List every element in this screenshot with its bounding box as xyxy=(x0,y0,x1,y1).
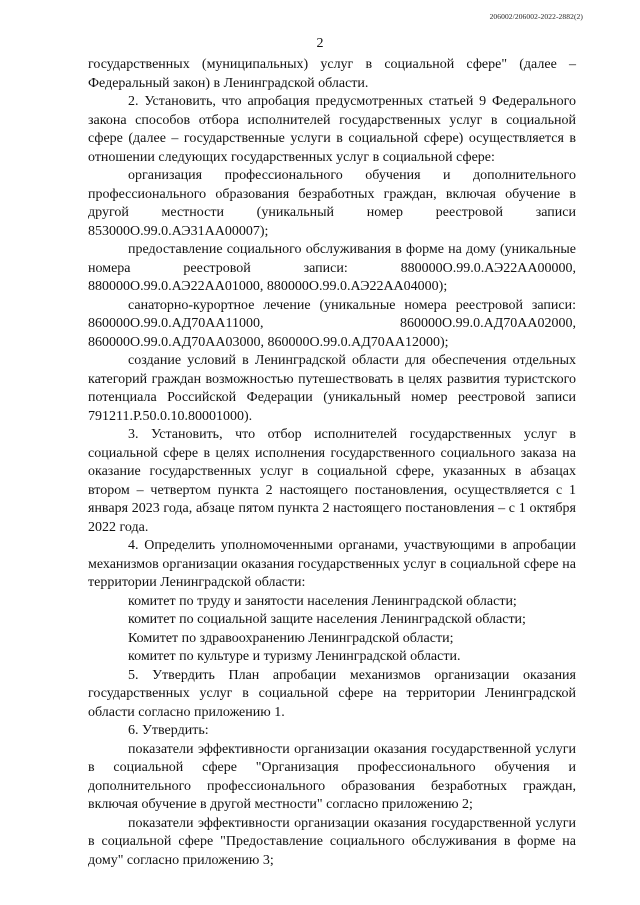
service-item-sanatorium: санаторно-курортное лечение (уникальные номера реестровой записи: 860000О.99.0.АД70АА11000, 860000О.99.0.АД70АА02000, 860000О.99.0.АД70АА03000, 860000О.99.0.АД70АА12000); xyxy=(88,297,576,350)
indicator-item-home-care: показатели эффективности организации оказания государственной услуги в социальной сфере "Предоставление социального обслуживания в форме на дому" согласно приложению 3; xyxy=(88,815,576,868)
authority-health: Комитет по здравоохранению Ленинградской области; xyxy=(128,630,454,646)
authority-culture: комитет по культуре и туризму Ленинградской области. xyxy=(128,649,461,664)
authority-social: комитет по социальной защите населения Ленинградской области; xyxy=(128,612,526,627)
paragraph-continuation: государственных (муниципальных) услуг в социальной сфере" (далее – Федеральный закон) в Ленинградской области. xyxy=(88,57,576,91)
paragraph-item-3: 3. Установить, что отбор исполнителей государственных услуг в социальной сфере в целях исполнения государственного социального заказа на оказание государственных услуг в социальной сфере, указанных в абзацах втором – четвертом пункта 2 настоящего постановления, осуществляется с 1 января 2023 года, абзаце пятом пункта 2 настоящего постановления – с 1 октября 2022 года. xyxy=(88,427,576,535)
paragraph-item-2: 2. Установить, что апробация предусмотренных статьей 9 Федерального закона способов отбора исполнителей государственных услуг в социальной сфере (далее – государственные услуги в социальной сфере) осуществляется в отношении следующих государственных услуг в социальной сфере: xyxy=(88,94,576,165)
service-item-training: организация профессионального обучения и дополнительного профессионального образования безработных граждан, включая обучение в другой местности (уникальный номер реестровой записи 853000О.99.0.АЭ31АА00007); xyxy=(88,168,576,239)
paragraph-item-5: 5. Утвердить План апробации механизмов организации оказания государственных услуг в социальной сфере на территории Ленинградской области согласно приложению 1. xyxy=(88,667,576,720)
document-id: 206002/206002-2022-2882(2) xyxy=(489,12,583,21)
service-item-home-care: предоставление социального обслуживания в форме на дому (уникальные номера реестровой записи: 880000О.99.0.АЭ22АА00000, 880000О.99.0.АЭ22АА01000, 880000О.99.0.АЭ22АА04000); xyxy=(88,242,576,294)
paragraph-item-6: 6. Утвердить: xyxy=(128,723,209,738)
indicator-item-training: показатели эффективности организации оказания государственной услуги в социальной сфере "Организация профессионального обучения и дополнительного профессионального образования безработных граждан, включая обучение в другой местности" согласно приложению 2; xyxy=(88,741,576,812)
document-body xyxy=(88,56,576,870)
service-item-tourism: создание условий в Ленинградской области для обеспечения отдельных категорий граждан возможностью путешествовать в целях развития туристского потенциала Российской Федерации (уникальный номер реестровой записи 791211.Р.50.0.10.80001000). xyxy=(88,353,576,424)
authority-labor: комитет по труду и занятости населения Ленинградской области; xyxy=(128,593,517,609)
page-number: 2 xyxy=(316,36,324,51)
paragraph-item-4: 4. Определить уполномоченными органами, участвующими в апробации механизмов организации оказания государственных услуг в социальной сфере на территории Ленинградской области: xyxy=(88,538,576,590)
